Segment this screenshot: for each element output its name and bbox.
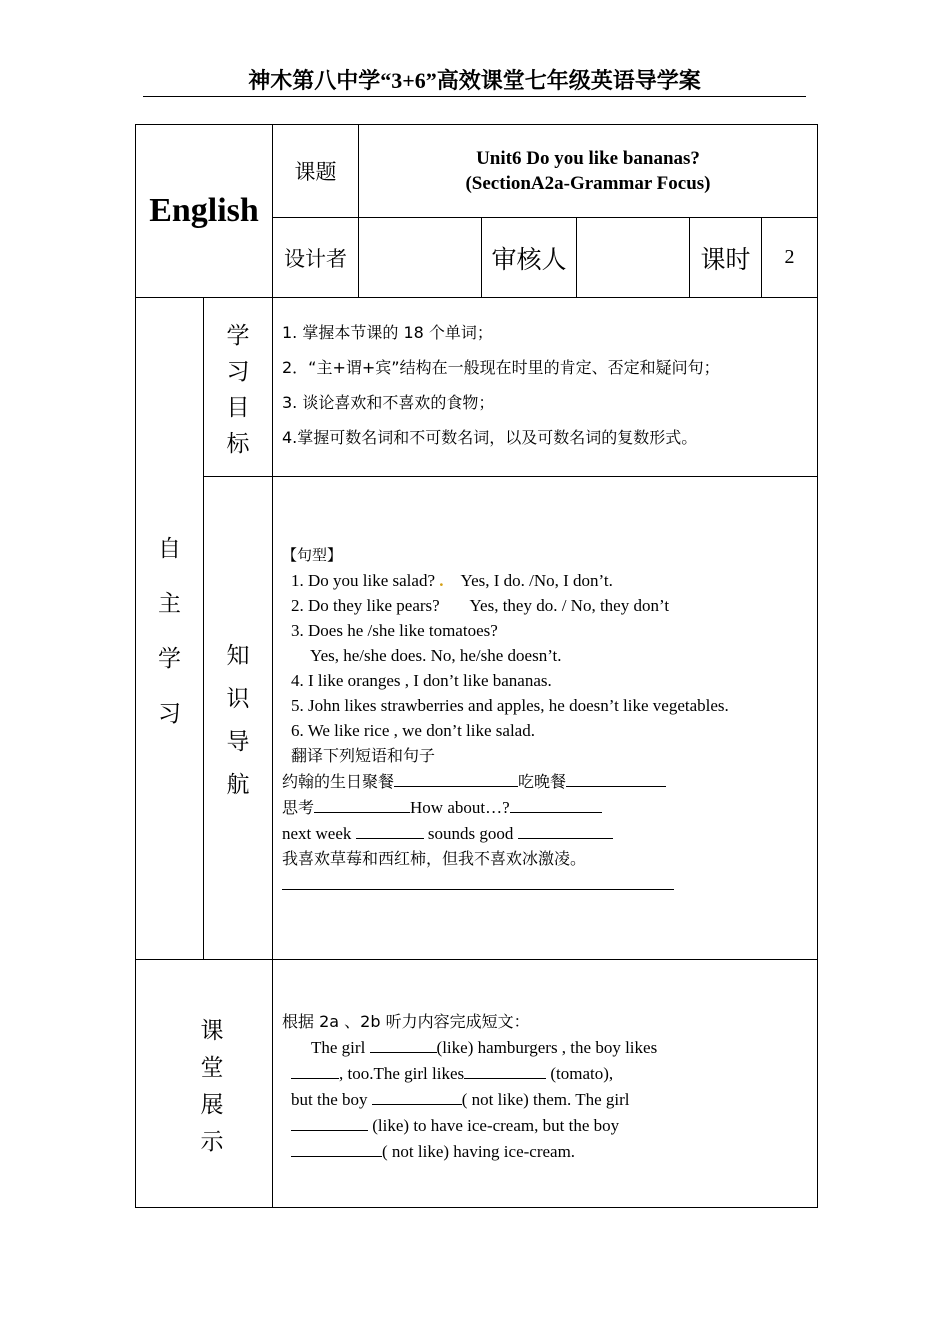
class-show-char: 示 [200,1128,224,1155]
knowledge-char: 导 [226,729,250,755]
answer-blank[interactable] [291,1060,339,1079]
passage-text: ( not like) having ice-cream. [382,1142,576,1161]
answer-blank[interactable] [291,1138,382,1157]
passage-line-3 [282,1086,812,1112]
self-study-char: 习 [158,700,181,727]
passage-text: (like) hamburgers , the boy likes [436,1038,658,1057]
sentence-1-answer: Yes, I do. /No, I don’t. [460,571,613,590]
sentence-2-answer: Yes, they do. / No, they don’t [469,596,670,615]
self-study-char: 学 [158,645,181,672]
sentence-2 [282,593,812,618]
knowledge-char: 航 [226,772,250,798]
class-show-char: 堂 [200,1054,224,1081]
answer-blank[interactable] [282,871,674,890]
translate-line-1 [282,768,812,794]
goal-item: 3. 谈论喜欢和不喜欢的食物； [282,393,495,412]
translate-sentence-blank[interactable] [282,871,812,897]
sentence-1-question: 1. Do you like salad? [291,571,435,590]
translate-phrase: 思考 [282,798,315,817]
goals-list [282,315,812,455]
topic-line-2: (SectionA2a-Grammar Focus) [465,173,711,194]
period-label: 课时 [700,244,751,274]
passage-text: ( not like) them. The girl [461,1090,630,1109]
knowledge-content [282,543,812,897]
answer-blank[interactable] [356,820,424,839]
translate-phrase: 吃晚餐 [518,772,567,791]
answer-blank[interactable] [291,1112,368,1131]
designer-label: 设计者 [284,246,347,271]
goals-char: 标 [226,430,250,457]
subject-label: English [149,192,259,229]
sentence-5: 5. John likes strawberries and apples, he doesn’t like vegetables. [291,696,729,715]
translate-phrase: How about…? [410,798,510,817]
goals-label [204,298,272,476]
answer-blank[interactable] [394,768,518,787]
class-show-content [282,1009,812,1164]
class-show-label [136,960,272,1207]
translate-line-3 [282,820,812,846]
class-show-char: 展 [200,1091,224,1118]
goal-item: 2．“主+谓+宾”结构在一般现在时里的肯定、否定和疑问句； [282,358,720,377]
passage-text: (like) to have ice-cream, but the boy [372,1116,620,1135]
passage-text: but the boy [291,1090,368,1109]
knowledge-label [204,477,272,959]
dot-mark: . [435,571,448,590]
designer-value [359,218,481,297]
translate-phrase: next week [282,824,352,843]
sentence-1 [282,568,812,593]
translate-sentence: 我喜欢草莓和西红柿，但我不喜欢冰激凌。 [282,849,587,868]
goals-char: 学 [226,322,250,349]
self-study-char: 自 [158,535,181,562]
answer-blank[interactable] [566,768,666,787]
passage-line-5 [282,1138,812,1164]
knowledge-char: 知 [226,643,250,669]
sentence-heading: 【句型】 [282,546,343,564]
topic-line-1: Unit6 Do you like bananas? [476,148,700,169]
class-show-intro: 根据 2a 、2b 听力内容完成短文： [282,1012,530,1031]
translate-line-2 [282,794,812,820]
period-value: 2 [784,246,795,268]
answer-blank[interactable] [372,1086,462,1105]
translate-phrase: sounds good [427,824,514,843]
knowledge-char: 识 [226,686,250,712]
reviewer-label: 审核人 [491,244,567,274]
sentence-3: 3. Does he /she like tomatoes? [291,621,498,640]
goal-item: 1. 掌握本节课的 18 个单词； [282,323,493,342]
sentence-2-question: 2. Do they like pears? [291,596,440,615]
passage-line-4 [282,1112,812,1138]
answer-blank[interactable] [464,1060,546,1079]
sentence-3-answer: Yes, he/she does. No, he/she doesn’t. [310,646,562,665]
self-study-label [136,298,203,959]
translate-phrase: 约翰的生日聚餐 [282,772,395,791]
answer-blank[interactable] [510,794,602,813]
sentence-6: 6. We like rice , we don’t like salad. [291,721,535,740]
passage-line-2 [282,1060,812,1086]
page-title: 神木第八中学“3+6”高效课堂七年级英语导学案 [143,66,806,97]
goal-item: 4.掌握可数名词和不可数名词，以及可数名词的复数形式。 [282,428,698,447]
topic-value [359,125,817,217]
answer-blank[interactable] [370,1034,437,1053]
reviewer-value [577,218,689,297]
answer-blank[interactable] [518,820,613,839]
topic-label: 课题 [294,160,337,184]
goals-char: 习 [226,358,250,385]
goals-char: 目 [226,394,250,421]
self-study-char: 主 [158,590,181,617]
sentence-4: 4. I like oranges , I don’t like bananas. [291,671,552,690]
passage-text: (tomato), [550,1064,614,1083]
passage-line-1 [282,1034,812,1060]
translate-heading: 翻译下列短语和句子 [291,746,436,765]
passage-text: The girl [311,1038,366,1057]
passage-text: , too.The girl likes [339,1064,465,1083]
answer-blank[interactable] [314,794,410,813]
class-show-char: 课 [200,1017,224,1044]
